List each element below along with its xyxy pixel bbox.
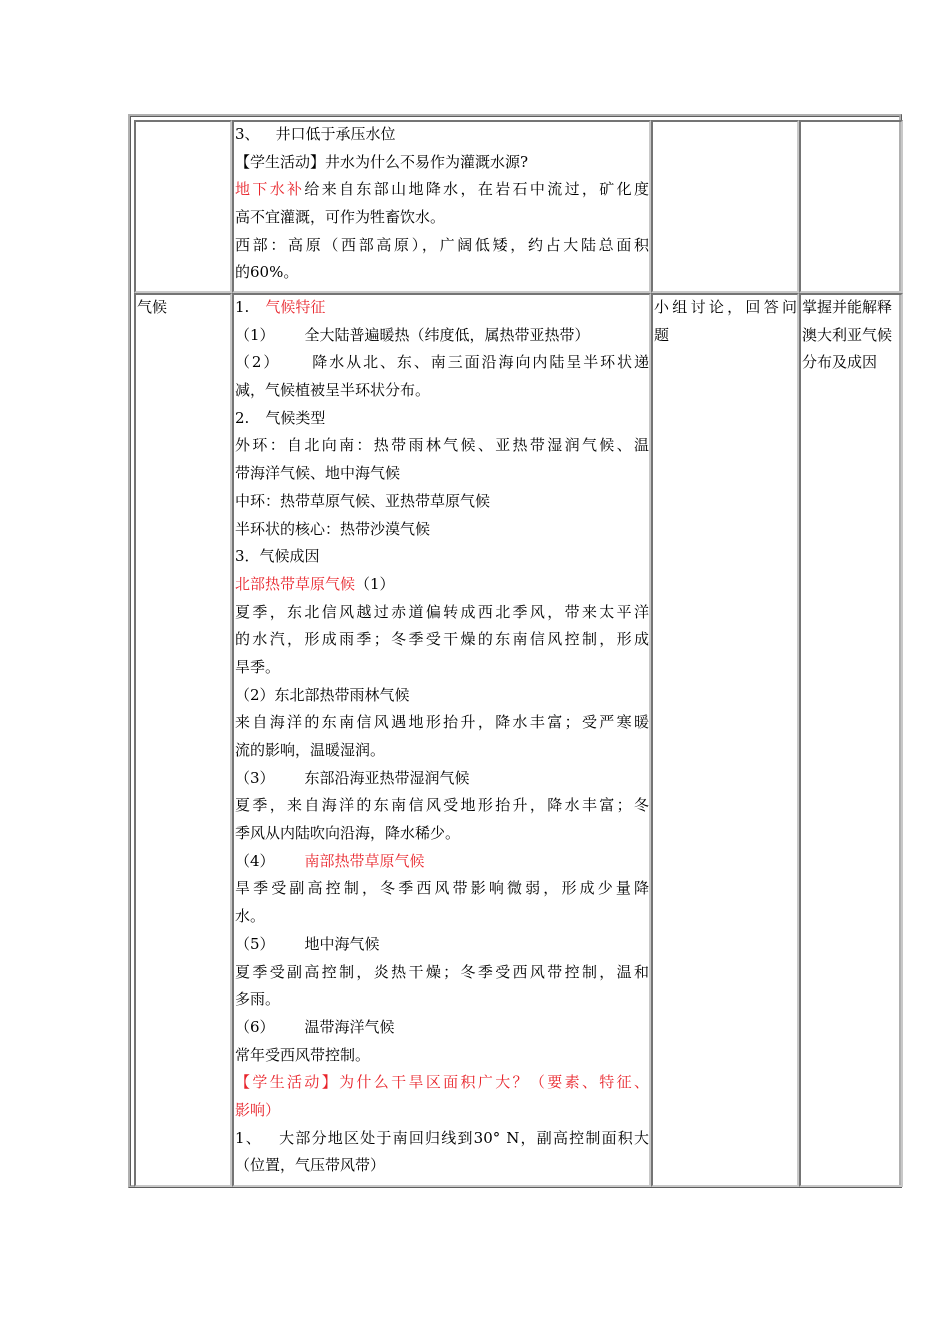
line-text: 的水汽，形成雨季；冬季受干燥的东南信风控制，形成 bbox=[235, 630, 649, 649]
line-text: 降水从北、东、南三面沿海向内陆呈半环状递 bbox=[310, 353, 649, 372]
text-line bbox=[235, 377, 649, 405]
text-line bbox=[235, 322, 649, 350]
text-line bbox=[235, 294, 649, 322]
line-text: （2）东北部热带雨林气候 bbox=[235, 685, 410, 704]
text-line bbox=[235, 709, 649, 737]
line-text: 常年受西风带控制。 bbox=[235, 1045, 371, 1064]
line-text: 半环状的核心：热带沙漠气候 bbox=[235, 519, 431, 538]
text-line bbox=[235, 176, 649, 204]
text-line bbox=[235, 1125, 649, 1153]
line-text: 西部：高原（西部高原），广阔低矮，约占大陆总面积 bbox=[235, 235, 649, 254]
line-text: 旱季受副高控制，冬季西风带影响微弱，形成少量降 bbox=[235, 879, 649, 898]
text-line bbox=[235, 571, 649, 599]
text-line bbox=[235, 1152, 649, 1180]
text-line bbox=[235, 931, 649, 959]
text-line bbox=[235, 149, 649, 177]
text-line bbox=[235, 903, 649, 931]
text-line bbox=[235, 1042, 649, 1070]
text-line bbox=[235, 488, 649, 516]
text-line bbox=[235, 1069, 649, 1097]
highlight-text: 气候特征 bbox=[265, 298, 326, 316]
line-text: 外环：自北向南：热带雨林气候、亚热带湿润气候、温 bbox=[235, 436, 649, 455]
text-line bbox=[235, 121, 649, 149]
text-line bbox=[235, 543, 649, 571]
line-text: （4） bbox=[235, 851, 275, 870]
line-text: 给来自东部山地降水，在岩石中流过，矿化度 bbox=[304, 180, 649, 199]
row2-content bbox=[234, 294, 649, 1180]
row2-activity-cell bbox=[651, 293, 799, 1187]
text-line bbox=[235, 204, 649, 232]
row2-activity-line: 题 bbox=[654, 325, 670, 344]
text-line bbox=[235, 232, 649, 260]
row1-topic-cell bbox=[134, 120, 232, 293]
line-text: 流的影响，温暖湿润。 bbox=[235, 741, 386, 759]
line-text: 夏季，东北信风越过赤道偏转成西北季风，带来太平洋 bbox=[235, 602, 649, 621]
row2-topic-cell bbox=[134, 293, 232, 1187]
row2-topic: 气候 bbox=[137, 298, 168, 316]
text-line bbox=[235, 516, 649, 544]
line-text: （2） bbox=[235, 353, 281, 372]
row2-goal-cell bbox=[799, 293, 903, 1187]
highlight-text: 影响） bbox=[235, 1100, 281, 1119]
line-text: 带海洋气候、地中海气候 bbox=[235, 464, 401, 483]
line-text: 大部分地区处于南回归线到30° N，副高控制面积大 bbox=[277, 1128, 650, 1147]
text-line bbox=[235, 875, 649, 903]
row1-goal-cell bbox=[799, 120, 903, 293]
line-text: （3） bbox=[235, 768, 275, 787]
line-text: 夏季受副高控制，炎热干燥；冬季受西风带控制，温和 bbox=[235, 962, 649, 981]
line-text: 高不宜灌溉，可作为牲畜饮水。 bbox=[235, 208, 446, 227]
line-text: 地中海气候 bbox=[304, 934, 380, 953]
line-text: 季风从内陆吹向沿海，降水稀少。 bbox=[235, 824, 461, 843]
line-text: 多雨。 bbox=[235, 990, 281, 1009]
text-line bbox=[235, 959, 649, 987]
line-text: 水。 bbox=[235, 907, 266, 926]
line-text: （5） bbox=[235, 934, 275, 953]
text-line bbox=[235, 1014, 649, 1042]
line-text: 中环：热带草原气候、亚热带草原气候 bbox=[235, 491, 491, 510]
text-line bbox=[235, 599, 649, 627]
lesson-table bbox=[128, 114, 902, 1188]
text-line bbox=[235, 626, 649, 654]
row1-content bbox=[234, 121, 649, 287]
text-line bbox=[235, 765, 649, 793]
line-text: 2. bbox=[235, 408, 250, 427]
line-text: 来自海洋的东南信风遇地形抬升，降水丰富；受严寒暖 bbox=[235, 713, 649, 732]
text-line bbox=[235, 654, 649, 682]
highlight-text: 南部热带草原气候 bbox=[304, 851, 425, 870]
line-text: 3、 bbox=[235, 125, 260, 143]
text-line bbox=[235, 820, 649, 848]
highlight-text: 北部热带草原气候 bbox=[235, 574, 356, 593]
line-text: （6） bbox=[235, 1017, 275, 1036]
text-line bbox=[235, 405, 649, 433]
text-line bbox=[235, 349, 649, 377]
line-text: 1. bbox=[235, 298, 250, 316]
line-text: 的60%。 bbox=[235, 263, 299, 282]
line-text: 气候类型 bbox=[265, 408, 326, 427]
text-line bbox=[235, 682, 649, 710]
row1-content-cell bbox=[232, 120, 651, 293]
line-text: 3．气候成因 bbox=[235, 547, 320, 566]
text-line bbox=[235, 460, 649, 488]
line-text: 减，气候植被呈半环状分布。 bbox=[235, 381, 431, 400]
highlight-text: 地下水补 bbox=[235, 180, 305, 199]
text-line bbox=[235, 737, 649, 765]
row1-activity-cell bbox=[651, 120, 799, 293]
line-text: 温带海洋气候 bbox=[304, 1017, 395, 1036]
text-line bbox=[235, 1097, 649, 1125]
line-text: 旱季。 bbox=[235, 657, 281, 676]
text-line bbox=[235, 986, 649, 1014]
text-line bbox=[235, 432, 649, 460]
line-text: 夏季，来自海洋的东南信风受地形抬升，降水丰富；冬 bbox=[235, 796, 649, 815]
line-text: 井口低于承压水位 bbox=[275, 125, 396, 143]
line-text: 【学生活动】井水为什么不易作为灌溉水源? bbox=[235, 152, 529, 171]
row2-goal-line: 掌握并能解释 bbox=[802, 298, 893, 316]
line-text: 东部沿海亚热带湿润气候 bbox=[304, 768, 470, 787]
row2-goal-line: 澳大利亚气候 bbox=[802, 325, 893, 344]
row2-goal-line: 分布及成因 bbox=[802, 353, 878, 372]
highlight-text: 【学生活动】为什么干旱区面积广大？（要素、特征、 bbox=[235, 1073, 649, 1092]
text-line bbox=[235, 792, 649, 820]
line-text: （位置，气压带风带） bbox=[235, 1156, 386, 1175]
line-text: （1） bbox=[355, 574, 395, 593]
text-line bbox=[235, 848, 649, 876]
line-text: 1、 bbox=[235, 1128, 262, 1147]
row2-content-cell bbox=[232, 293, 651, 1187]
line-text: （1） bbox=[235, 325, 275, 344]
text-line bbox=[235, 259, 649, 287]
line-text: 全大陆普遍暖热（纬度低，属热带亚热带） bbox=[304, 325, 590, 344]
row2-activity-line: 小组讨论，回答问 bbox=[654, 298, 797, 316]
